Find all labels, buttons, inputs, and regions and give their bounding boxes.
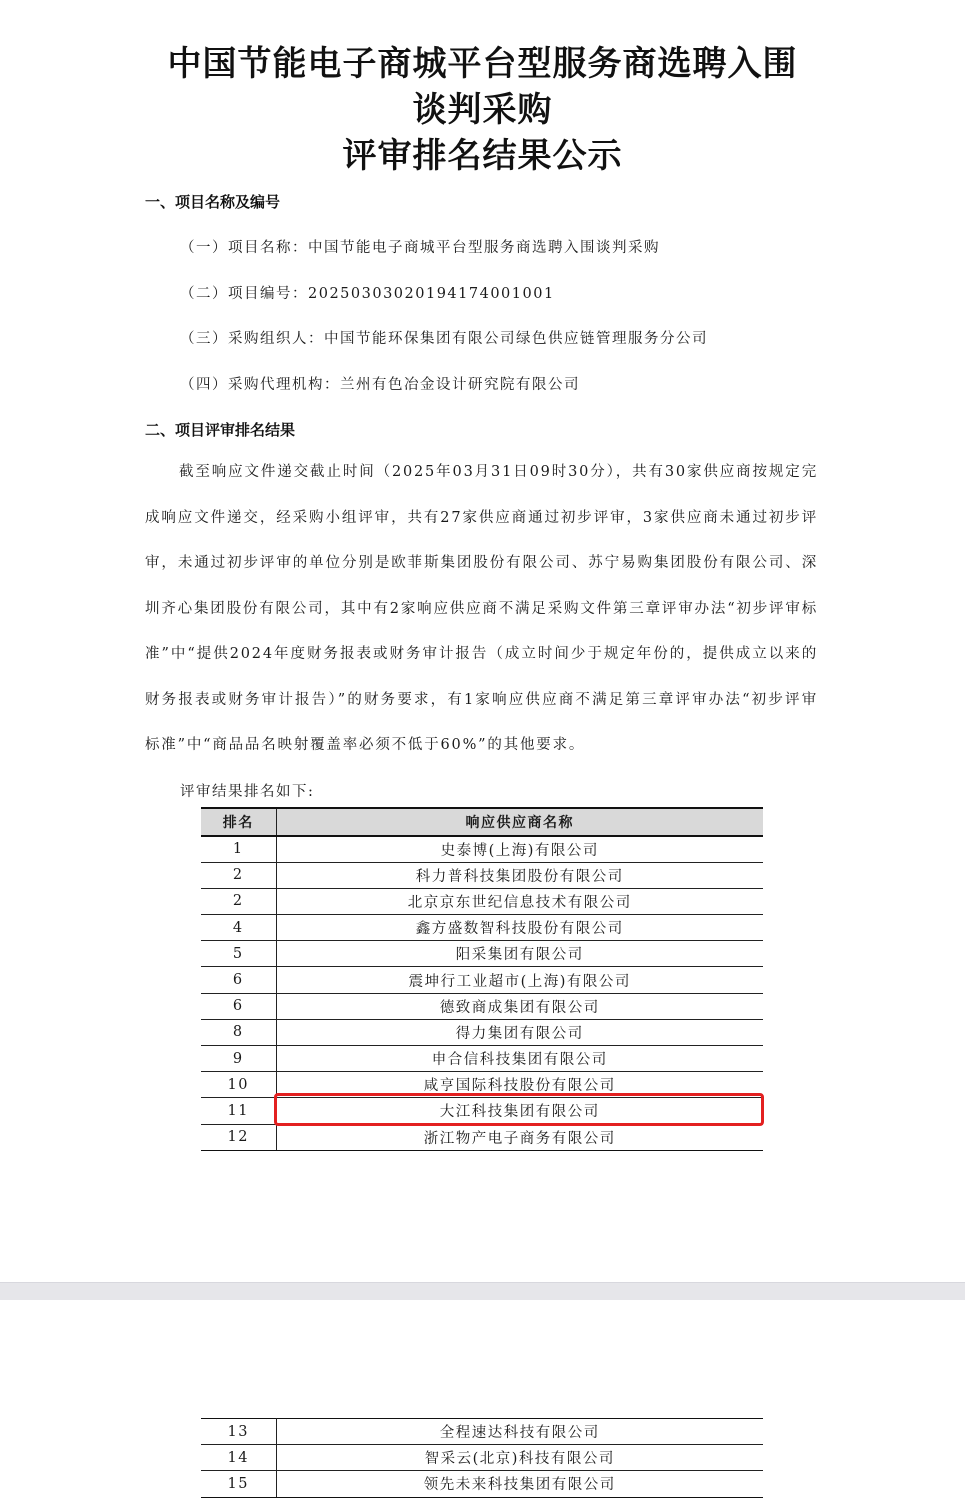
- rank-cell: 6: [201, 993, 276, 1019]
- document-title-line-3: 评审排名结果公示: [342, 136, 623, 176]
- supplier-name-cell: 浙江物产电子商务有限公司: [276, 1124, 763, 1150]
- table-row: [201, 888, 763, 914]
- highlight-box: [274, 1093, 764, 1126]
- table-row: [201, 1124, 763, 1150]
- page-separator: [0, 1282, 965, 1300]
- table-row: [201, 915, 763, 941]
- rank-cell: 1: [201, 836, 276, 862]
- procurement-agency-item: （四）采购代理机构：兰州有色冶金设计研究院有限公司: [180, 377, 580, 393]
- rank-cell: 10: [201, 1072, 276, 1098]
- supplier-name-cell: 北京京东世纪信息技术有限公司: [276, 888, 763, 914]
- rank-cell: 14: [201, 1445, 276, 1471]
- rank-cell: 2: [201, 862, 276, 888]
- table-row: [201, 941, 763, 967]
- document-title-line-2: 谈判采购: [412, 90, 553, 130]
- supplier-name-cell: 震坤行工业超市(上海)有限公司: [276, 967, 763, 993]
- supplier-name-cell: 鑫方盛数智科技股份有限公司: [276, 915, 763, 941]
- table-header-row: [201, 808, 763, 836]
- rank-cell: 5: [201, 941, 276, 967]
- supplier-name-cell: 咸亨国际科技股份有限公司: [276, 1072, 763, 1098]
- table-row: [201, 993, 763, 1019]
- table-row: [201, 1046, 763, 1072]
- supplier-name-cell: 全程速达科技有限公司: [276, 1419, 763, 1445]
- section-2-heading: 二、项目评审排名结果: [145, 421, 296, 439]
- section-1-heading: 一、项目名称及编号: [145, 193, 281, 211]
- supplier-name-cell: 科力普科技集团股份有限公司: [276, 862, 763, 888]
- rank-cell: 6: [201, 967, 276, 993]
- rank-cell: 9: [201, 1046, 276, 1072]
- table-row: [201, 1019, 763, 1045]
- table-row: [201, 862, 763, 888]
- rank-cell: 8: [201, 1019, 276, 1045]
- table-row: [201, 1445, 763, 1471]
- supplier-name-cell: 德致商成集团有限公司: [276, 993, 763, 1019]
- supplier-name-cell: 史泰博(上海)有限公司: [276, 836, 763, 862]
- header-rank: 排名: [201, 808, 276, 836]
- rank-cell: 2: [201, 888, 276, 914]
- supplier-name-cell: 智采云(北京)科技有限公司: [276, 1445, 763, 1471]
- supplier-name-cell: 得力集团有限公司: [276, 1019, 763, 1045]
- project-name-item: （一）项目名称：中国节能电子商城平台型服务商选聘入围谈判采购: [180, 240, 660, 256]
- table-row: [201, 836, 763, 862]
- purchasing-organizer-item: （三）采购组织人：中国节能环保集团有限公司绿色供应链管理服务分公司: [180, 331, 708, 347]
- rank-cell: 13: [201, 1419, 276, 1445]
- rank-cell: 11: [201, 1098, 276, 1124]
- evaluation-paragraph: 截至响应文件递交截止时间（2025年03月31日09时30分），共有30家供应商按规定完成响应文件递交，经采购小组评审，共有27家供应商通过初步评审，3家供应商未通过初步评审，未通过初步评审的单位分别是欧菲斯集团股份有限公司、苏宁易购集团股份有限公司、深圳齐心集团股份有限公司，其中有2家响应供应商不满足采购文件第三章评审办法“初步评审标准”中“提供2024年度财务报表或财务审计报告（成立时间少于规定年份的，提供成立以来的财务报表或财务审计报告）”的财务要求，有1家响应供应商不满足第三章评审办法“初步评审标准”中“商品品名映射覆盖率必须不低于60%”的其他要求。: [145, 464, 818, 753]
- table-row: [201, 1419, 763, 1445]
- rank-cell: 12: [201, 1124, 276, 1150]
- table-row: [201, 967, 763, 993]
- rank-cell: 4: [201, 915, 276, 941]
- project-number-item: （二）项目编号：20250303020194174001001: [180, 286, 555, 302]
- supplier-name-cell: 大江科技集团有限公司: [276, 1098, 763, 1124]
- document-title-line-1: 中国节能电子商城平台型服务商选聘入围: [167, 44, 798, 84]
- table-row: [201, 1471, 763, 1497]
- ranking-table-continued: [201, 1418, 763, 1498]
- header-supplier-name: 响应供应商名称: [276, 808, 763, 836]
- supplier-name-cell: 领先未来科技集团有限公司: [276, 1471, 763, 1497]
- rank-cell: 15: [201, 1471, 276, 1497]
- supplier-name-cell: 阳采集团有限公司: [276, 941, 763, 967]
- table-intro: 评审结果排名如下:: [180, 784, 315, 800]
- supplier-name-cell: 申合信科技集团有限公司: [276, 1046, 763, 1072]
